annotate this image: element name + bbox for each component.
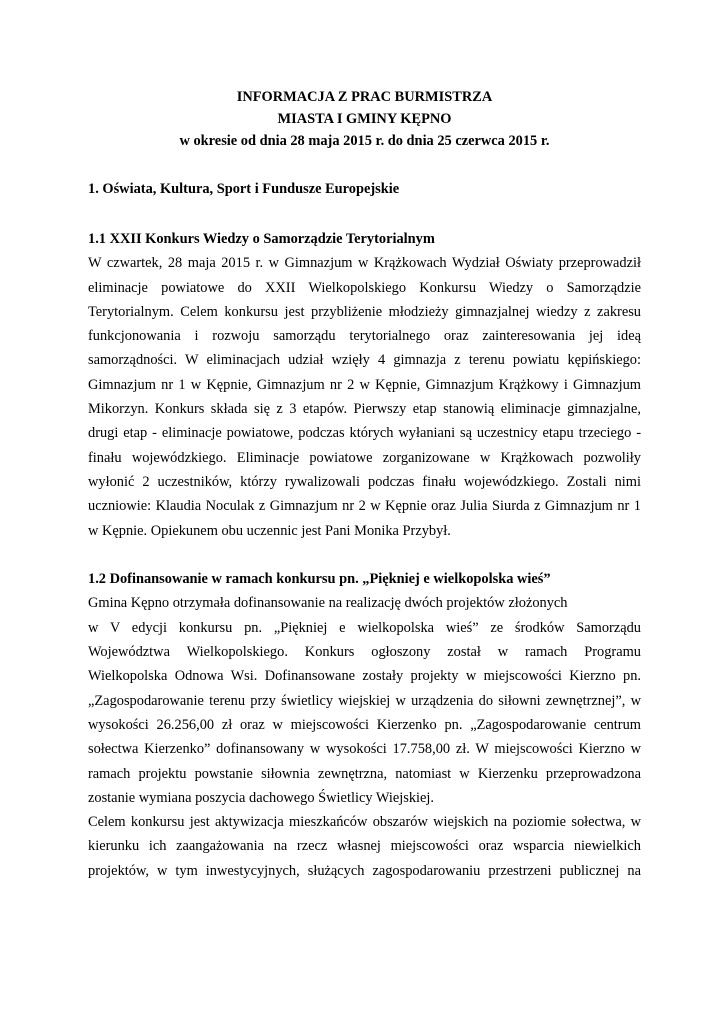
section-1-2-paragraph [88, 591, 641, 883]
paragraph-line: kierunku ich zaangażowania na rzecz własnej miejscowości oraz wsparcia niewielkich [88, 838, 641, 855]
paragraph-line: wysokości 26.256,00 zł oraz w miejscowości Kierzenko pn. „Zagospodarowanie centrum [88, 716, 641, 733]
paragraph-line: ramach projektu powstanie siłownia zewnętrzna, natomiast w Kierzenku przeprowadzona [88, 765, 641, 782]
section-1-heading: 1. Oświata, Kultura, Sport i Fundusze Europejskie [88, 181, 400, 197]
paragraph-line: Gimnazjum nr 1 w Kępnie, Gimnazjum nr 2 w Kępnie, Gimnazjum Krążkowy i Gimnazjum [88, 376, 641, 393]
paragraph-line: Gmina Kępno otrzymała dofinansowanie na realizację dwóch projektów złożonych [88, 595, 568, 612]
paragraph-line: Województwa Wielkopolskiego. Konkurs ogłoszony został w ramach Programu [88, 644, 641, 661]
title-line-2: MIASTA I GMINY KĘPNO [277, 111, 452, 127]
section-1-2 [88, 567, 641, 883]
paragraph-line: sołectwa Kierzenko” dofinansowany w wysokości 17.758,00 zł. W miejscowości Kierzno w [88, 741, 641, 758]
title-line-1: INFORMACJA Z PRAC BURMISTRZA [236, 89, 493, 105]
document-title [88, 86, 641, 152]
section-1-1 [88, 227, 641, 543]
paragraph-line: samorządności. W eliminacjach udział wzięły 4 gimnazja z terenu powiatu kępińskiego: [88, 352, 641, 369]
paragraph-line: wyłonić 2 uczestników, którzy rywalizowali podczas finału wojewódzkiego. Zostali nimi [88, 473, 641, 490]
paragraph-line: Terytorialnym. Celem konkursu jest przybliżenie młodzieży gimnazjalnej wiedzy z zakresu [88, 303, 641, 320]
paragraph-line: „Zagospodarowanie terenu przy świetlicy wiejskiej w urządzenia do siłowni zewnętrznej”, w [88, 692, 641, 709]
paragraph-line: W czwartek, 28 maja 2015 r. w Gimnazjum w Krążkowach Wydział Oświaty przeprowadził [88, 255, 641, 272]
paragraph-line: projektów, w tym inwestycyjnych, służących zagospodarowaniu przestrzeni publicznej na [88, 862, 641, 879]
document-page [88, 86, 641, 883]
paragraph-line: w Kępnie. Opiekunem obu uczennic jest Pani Monika Przybył. [88, 522, 451, 539]
paragraph-line: funkcjonowania i rozwoju samorządu terytorialnego oraz zainteresowania jej ideą [88, 328, 641, 345]
paragraph-line: uczniowie: Klaudia Noculak z Gimnazjum nr 2 w Kępnie oraz Julia Siurda z Gimnazjum nr 1 [88, 498, 641, 515]
paragraph-line: Wielkopolska Odnowa Wsi. Dofinansowane zostały projekty w miejscowości Kierzno pn. [88, 668, 641, 685]
paragraph-line: finału wojewódzkiego. Eliminacje powiatowe zorganizowane w Krążkowach pozwoliły [88, 449, 641, 466]
section-1-1-paragraph [88, 251, 641, 543]
paragraph-line: zostanie wymiana poszycia dachowego Świetlicy Wiejskiej. [88, 789, 435, 806]
paragraph-line: eliminacje powiatowe do XXII Wielkopolskiego Konkursu Wiedzy o Samorządzie [88, 279, 641, 296]
paragraph-line: w V edycji konkursu pn. „Piękniej e wielkopolska wieś” ze środków Samorządu [88, 619, 641, 636]
paragraph-line: Celem konkursu jest aktywizacja mieszkańców obszarów wiejskich na poziomie sołectwa, w [88, 814, 641, 831]
section-1-1-heading: 1.1 XXII Konkurs Wiedzy o Samorządzie Terytorialnym [88, 231, 435, 247]
section-1-2-heading: 1.2 Dofinansowanie w ramach konkursu pn. „Piękniej e wielkopolska wieś” [88, 571, 551, 588]
paragraph-line: Mikorzyn. Konkurs składa się z 3 etapów. Pierwszy etap stanowią eliminacje gimnazjalne, [88, 401, 641, 418]
paragraph-line: drugi etap - eliminacje powiatowe, podczas których wyłaniani są uczestnicy etapu trzeciego - [88, 425, 641, 442]
paragraph-spacer [88, 543, 641, 567]
title-line-3: w okresie od dnia 28 maja 2015 r. do dnia 25 czerwca 2015 r. [179, 133, 550, 149]
